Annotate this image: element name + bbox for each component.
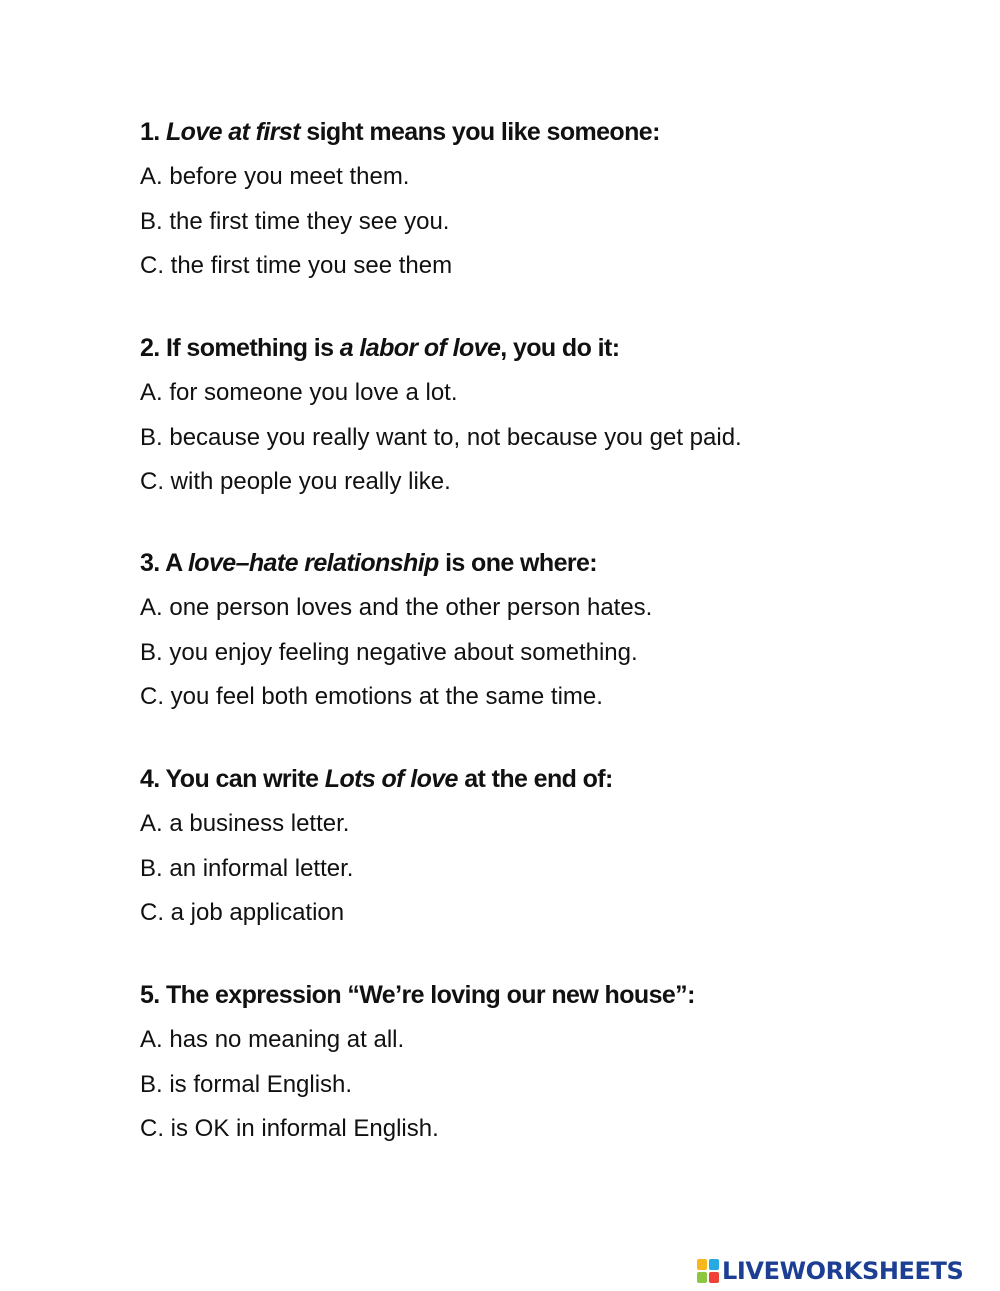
question-5	[140, 980, 960, 1159]
question-phrase: Lots of love	[324, 765, 458, 793]
answer-option-a[interactable]: A. has no meaning at all.	[140, 1026, 405, 1053]
question-suffix: sight means you like someone:	[299, 118, 660, 146]
question-phrase: love–hate relationship	[187, 549, 439, 577]
question-2	[140, 333, 960, 512]
question-number: 2.	[140, 334, 160, 362]
answer-option-c[interactable]: C. is OK in informal English.	[140, 1115, 439, 1142]
question-number: 5.	[140, 981, 160, 1009]
answer-option-a[interactable]: A. before you meet them.	[140, 163, 410, 190]
answer-option-b[interactable]: B. an informal letter.	[140, 854, 354, 882]
question-prefix: If something is	[159, 334, 340, 362]
question-3	[140, 548, 960, 727]
answer-option-c[interactable]: C. a job application	[140, 899, 345, 926]
liveworksheets-brand	[697, 1256, 963, 1286]
question-title	[140, 980, 960, 1010]
question-title	[140, 764, 960, 794]
question-prefix: A	[159, 549, 188, 577]
question-prefix: You can write	[159, 765, 325, 793]
answer-option-b[interactable]: B. you enjoy feeling negative about something.	[140, 638, 638, 666]
question-number: 1.	[140, 118, 160, 146]
question-title	[140, 117, 960, 147]
question-suffix: , you do it:	[500, 334, 620, 362]
answer-option-b[interactable]: B. is formal English.	[140, 1070, 353, 1098]
question-prefix: The expression “We’re loving our new house”:	[159, 981, 695, 1009]
question-title	[140, 548, 960, 578]
answer-option-b[interactable]: B. the first time they see you.	[140, 207, 450, 235]
liveworksheets-logo-icon	[697, 1259, 719, 1283]
answer-option-c[interactable]: C. with people you really like.	[140, 468, 451, 495]
question-number: 3.	[140, 549, 160, 577]
answer-option-a[interactable]: A. a business letter.	[140, 810, 350, 837]
question-4	[140, 764, 960, 943]
brand-name: LIVEWORKSHEETS	[722, 1257, 964, 1285]
question-1	[140, 117, 960, 296]
question-title	[140, 333, 960, 363]
question-number: 4.	[140, 765, 160, 793]
question-suffix: at the end of:	[457, 765, 613, 793]
question-suffix: is one where:	[438, 549, 598, 577]
answer-option-a[interactable]: A. for someone you love a lot.	[140, 379, 458, 406]
answer-option-c[interactable]: C. the first time you see them	[140, 252, 453, 279]
question-phrase: a labor of love	[339, 334, 501, 362]
question-phrase: Love at first	[166, 118, 300, 146]
answer-option-a[interactable]: A. one person loves and the other person hates.	[140, 594, 653, 621]
answer-option-b[interactable]: B. because you really want to, not because you get paid.	[140, 423, 742, 451]
answer-option-c[interactable]: C. you feel both emotions at the same time.	[140, 683, 603, 710]
